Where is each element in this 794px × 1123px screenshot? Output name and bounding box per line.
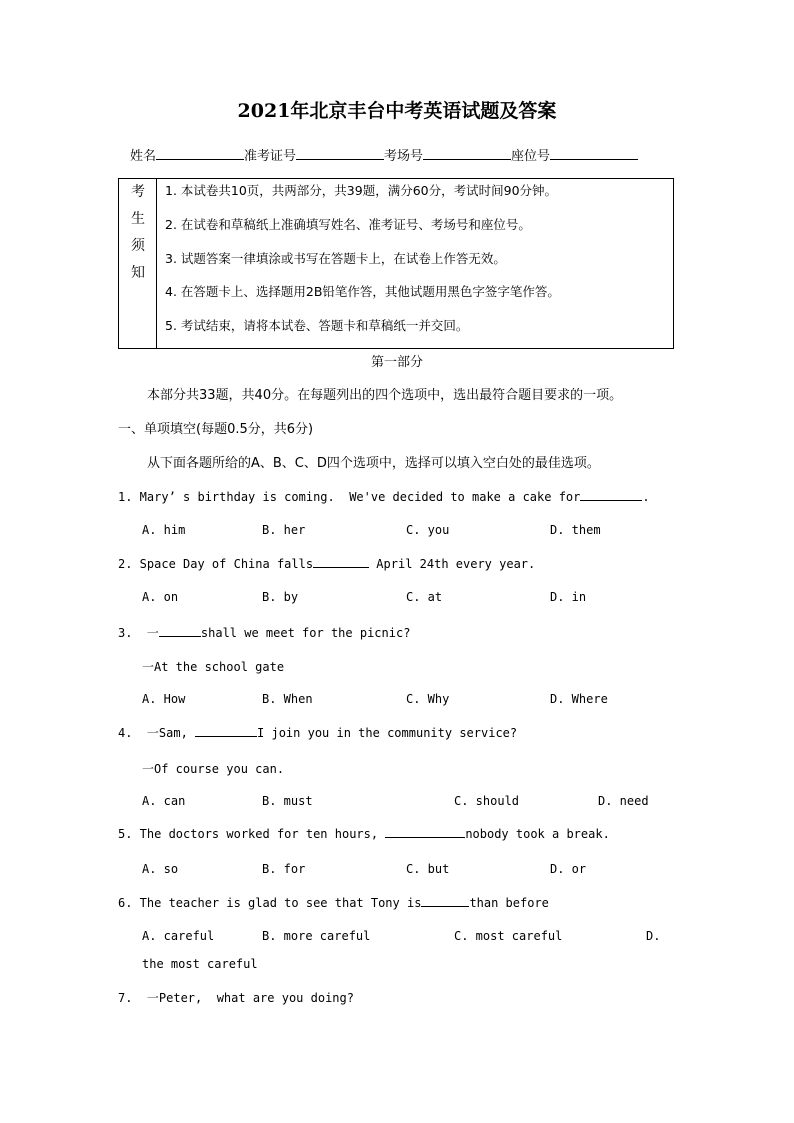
notice-item: 2. 在试卷和草稿纸上准确填写姓名、准考证号、考场号和座位号。 <box>165 217 531 232</box>
exam-room-blank <box>423 147 511 160</box>
exam-notice-box <box>118 178 674 349</box>
exam-room-label: 考场号 <box>384 149 424 164</box>
option-b: B. must <box>262 794 313 808</box>
notice-label-char: 须 <box>131 238 145 254</box>
part-title: 第一部分 <box>370 355 423 370</box>
notice-label-char: 知 <box>131 265 145 281</box>
part-intro: 本部分共33题，共40分。在每题列出的四个选项中，选出最符合题目要求的一项。 <box>147 388 623 403</box>
option-a: A. on <box>142 590 179 604</box>
question-text: 6. The teacher is glad to see that Tony is <box>118 896 422 910</box>
question-text: April 24th every year. <box>369 557 536 571</box>
option-a: A. so <box>142 862 179 876</box>
name-blank <box>156 147 244 160</box>
question-4 <box>118 724 517 741</box>
question-5 <box>118 826 610 841</box>
question-text: 1. Mary’ s birthday is coming. We've decided to make a cake for <box>118 490 581 504</box>
question-text: . <box>642 490 650 504</box>
question-text: I join you in the community service? <box>257 726 518 740</box>
notice-label-char: 生 <box>131 211 145 227</box>
option-d: D. <box>646 929 661 943</box>
answer-blank <box>195 725 257 737</box>
seat-blank <box>550 147 638 160</box>
option-d-continued: the most careful <box>142 957 258 971</box>
question-7 <box>118 989 354 1006</box>
question-text: 4. 一Sam, <box>118 726 196 740</box>
exam-id-blank <box>296 147 384 160</box>
question-6 <box>118 895 549 910</box>
option-b: B. for <box>262 862 306 876</box>
question-1 <box>118 489 650 504</box>
candidate-info-fields <box>130 145 638 164</box>
question-text: 7. 一Peter, what are you doing? <box>118 991 354 1005</box>
notice-item: 1. 本试卷共10页，共两部分，共39题，满分60分，考试时间90分钟。 <box>165 183 558 198</box>
question-text: nobody took a break. <box>465 827 610 841</box>
question-4-response: 一Of course you can. <box>142 762 285 776</box>
notice-item: 3. 试题答案一律填涂或书写在答题卡上，在试卷上作答无效。 <box>165 251 506 266</box>
option-b: B. more careful <box>262 929 371 943</box>
option-b: B. by <box>262 590 299 604</box>
option-b: B. When <box>262 692 313 706</box>
option-c: C. but <box>406 862 450 876</box>
question-text: 3. 一 <box>118 626 159 640</box>
name-label: 姓名 <box>130 149 157 164</box>
option-a: A. How <box>142 692 186 706</box>
notice-item: 5. 考试结束，请将本试卷、答题卡和草稿纸一并交回。 <box>165 318 469 333</box>
exam-id-label: 准考证号 <box>244 149 297 164</box>
question-text: 2. Space Day of China falls <box>118 557 314 571</box>
question-text: 5. The doctors worked for ten hours, <box>118 827 386 841</box>
option-d: D. them <box>550 523 601 537</box>
seat-label: 座位号 <box>511 149 551 164</box>
section1-instructions: 从下面各题所给的A、B、C、D四个选项中，选择可以填入空白处的最佳选项。 <box>147 456 600 471</box>
question-3-response: 一At the school gate <box>142 660 285 674</box>
answer-blank <box>159 625 201 637</box>
option-d: D. Where <box>550 692 608 706</box>
option-c: C. most careful <box>454 929 563 943</box>
section1-title: 一、单项填空(每题0.5分，共6分) <box>118 422 314 437</box>
option-a: A. careful <box>142 929 215 943</box>
question-text: shall we meet for the picnic? <box>200 626 411 640</box>
notice-label-char: 考 <box>131 184 145 200</box>
option-b: B. her <box>262 523 306 537</box>
answer-blank <box>421 895 469 907</box>
exam-title: 2021年北京丰台中考英语试题及答案 <box>237 100 557 122</box>
answer-blank <box>580 489 642 501</box>
question-text: than before <box>469 896 549 910</box>
option-d: D. in <box>550 590 587 604</box>
option-c: C. Why <box>406 692 450 706</box>
option-d: D. need <box>598 794 649 808</box>
question-3 <box>118 624 410 641</box>
option-c: C. should <box>454 794 520 808</box>
option-c: C. at <box>406 590 443 604</box>
question-2 <box>118 556 535 571</box>
option-a: A. him <box>142 523 186 537</box>
answer-blank <box>313 556 369 568</box>
answer-blank <box>385 826 465 838</box>
option-a: A. can <box>142 794 186 808</box>
option-c: C. you <box>406 523 450 537</box>
option-d: D. or <box>550 862 587 876</box>
notice-label <box>119 179 157 348</box>
notice-item: 4. 在答题卡上、选择题用2B铅笔作答，其他试题用黑色字签字笔作答。 <box>165 284 560 299</box>
